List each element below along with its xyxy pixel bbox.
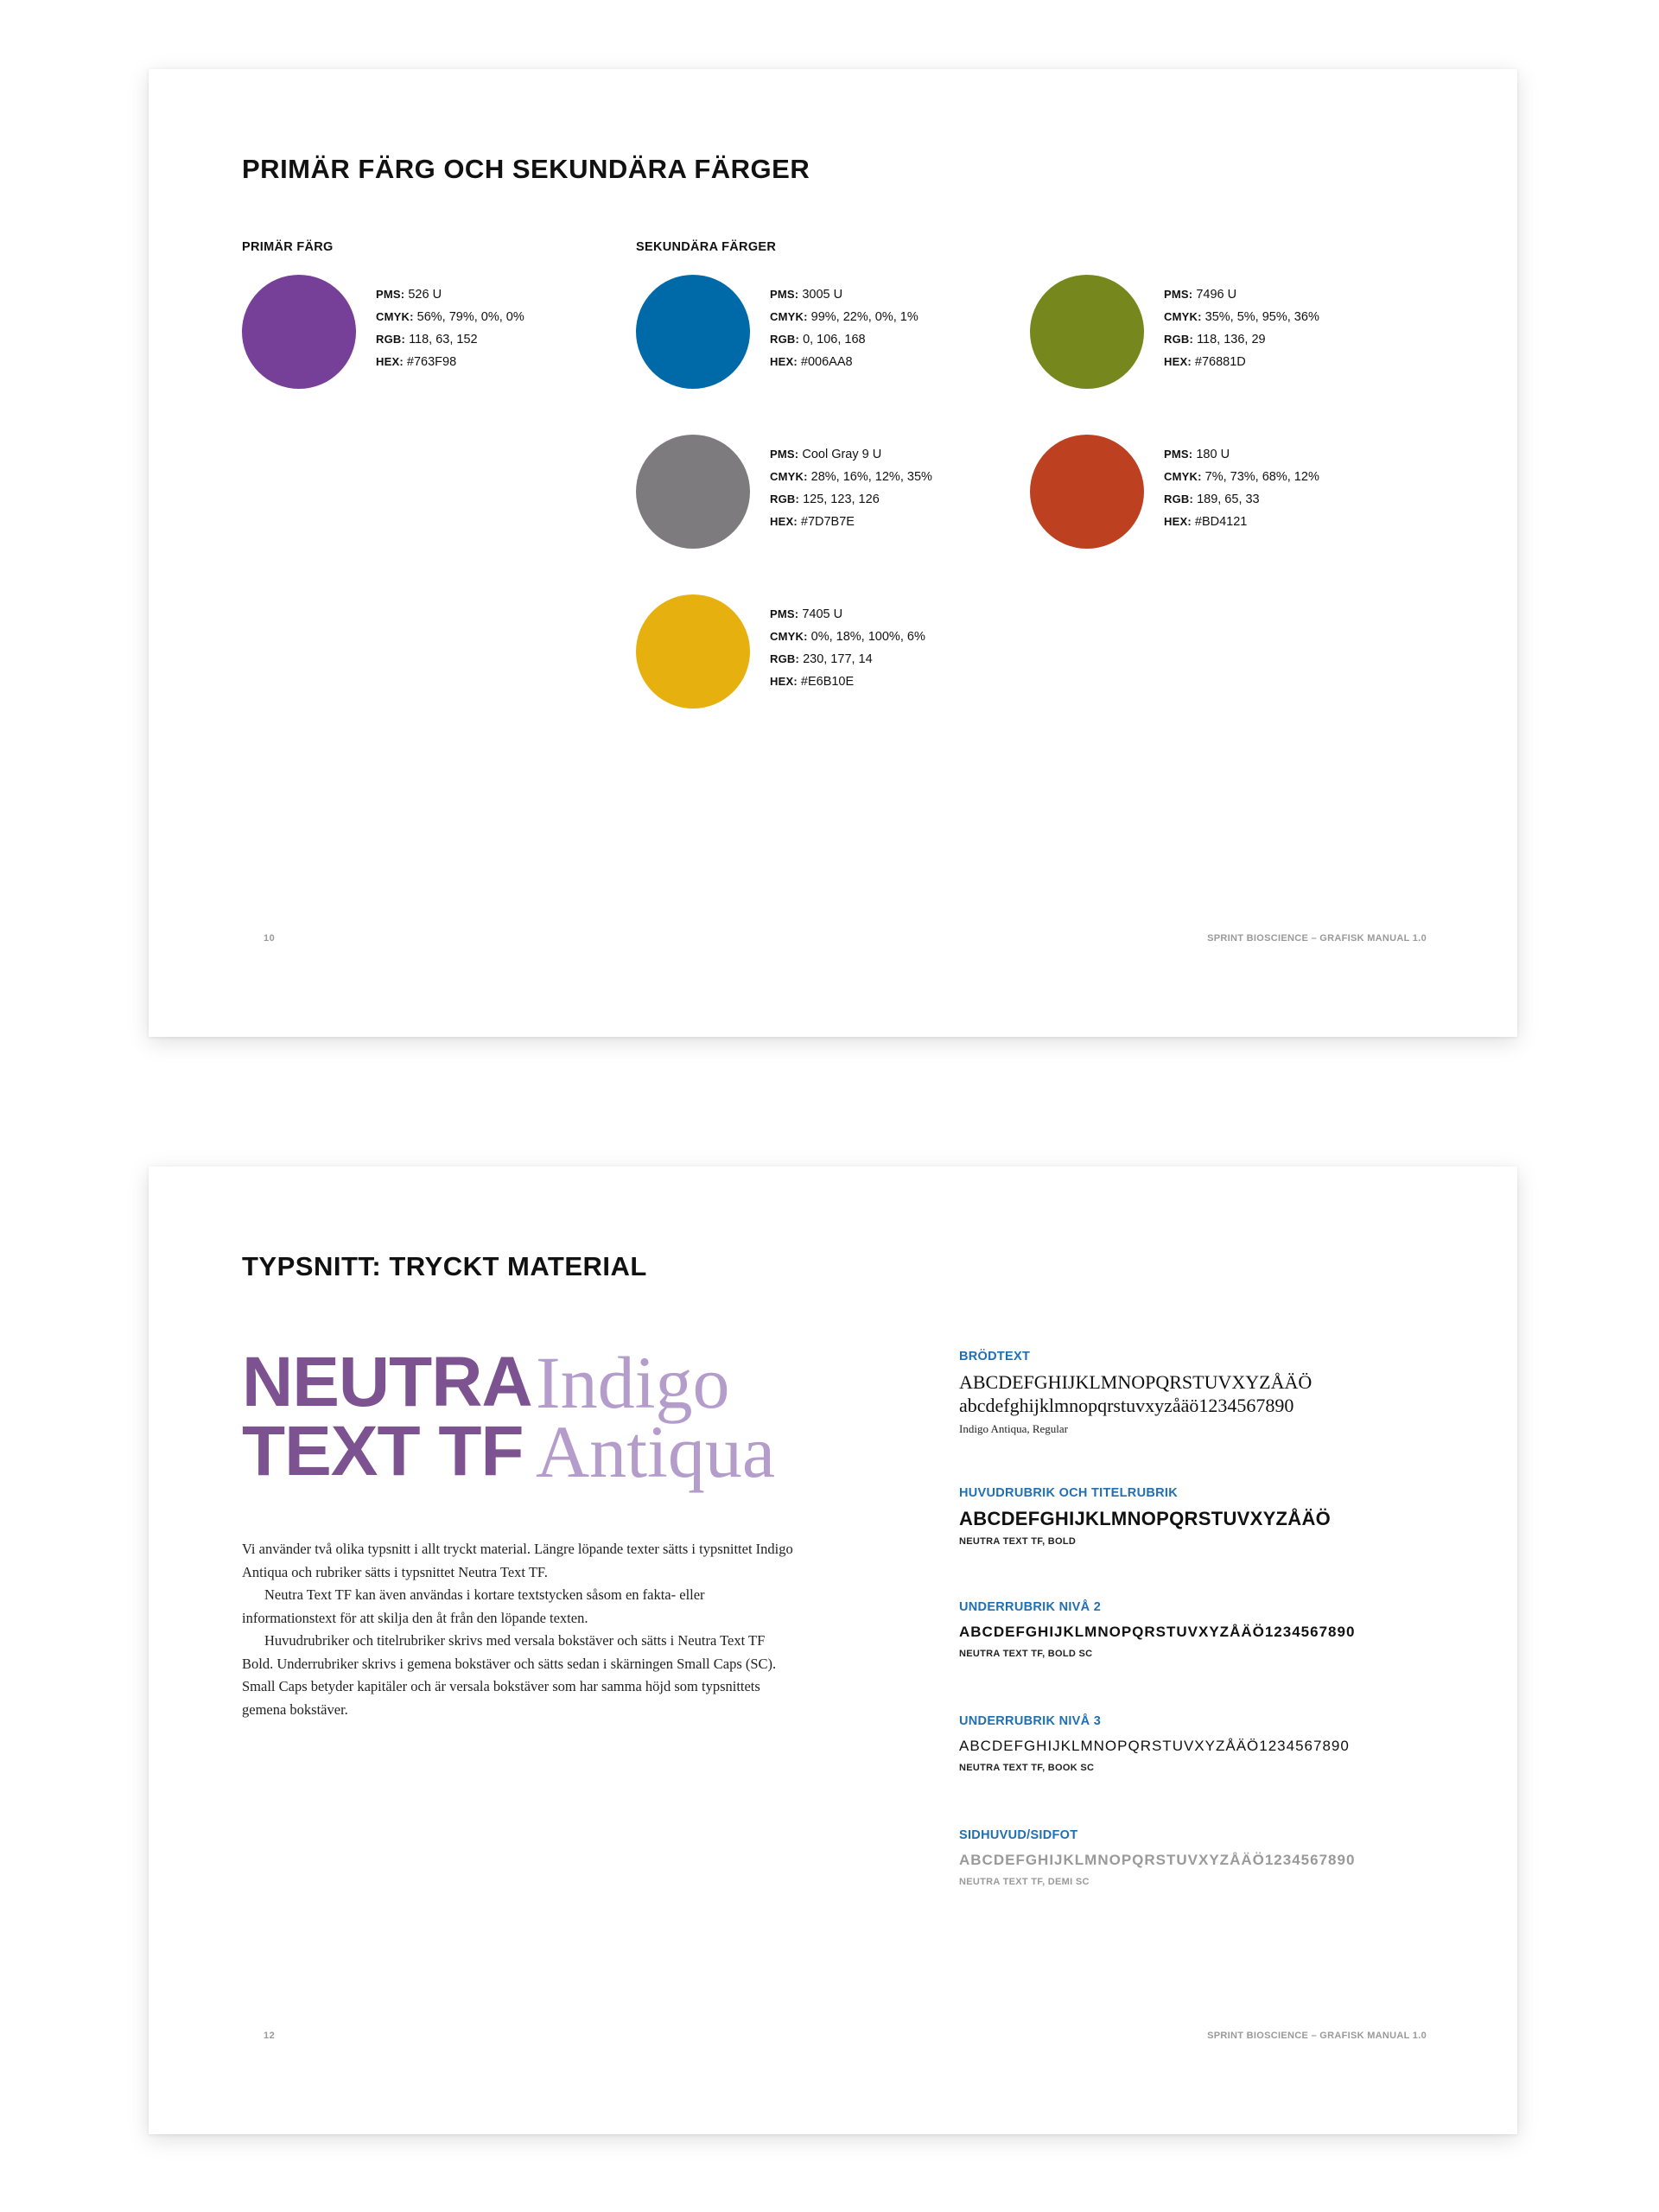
sample: ABCDEFGHIJKLMNOPQRSTUVXYZÅÄÖ1234567890 — [959, 1852, 1356, 1868]
hex-value: #763F98 — [406, 355, 457, 369]
color-circle — [1030, 435, 1144, 549]
spec-key: CMYK: — [376, 310, 414, 323]
sample-lower: abcdefghijklmnopqrstuvxyzåäö1234567890 — [959, 1395, 1294, 1416]
spec-caption: NEUTRA TEXT TF, BOLD SC — [959, 1649, 1093, 1659]
spec-key: RGB: — [770, 333, 800, 346]
hex-value: #7D7B7E — [800, 515, 855, 529]
indigo-line: Antiqua — [536, 1410, 776, 1493]
spec-caption: NEUTRA TEXT TF, BOOK SC — [959, 1763, 1095, 1773]
secondary-colors-heading: SEKUNDÄRA FÄRGER — [636, 240, 777, 254]
spec-key: RGB: — [770, 652, 800, 665]
spec-caption: Indigo Antiqua, Regular — [959, 1422, 1069, 1435]
rgb-value: 118, 136, 29 — [1197, 333, 1266, 346]
sample: ABCDEFGHIJKLMNOPQRSTUVXYZÅÄÖ — [959, 1508, 1332, 1529]
spec-key: CMYK: — [770, 310, 808, 323]
cmyk-value: 56%, 79%, 0%, 0% — [416, 310, 524, 324]
spec-key: PMS: — [376, 288, 405, 301]
spec-label: UNDERRUBRIK NIVÅ 3 — [959, 1714, 1102, 1728]
sample: ABCDEFGHIJKLMNOPQRSTUVXYZÅÄÖ1234567890 — [959, 1624, 1356, 1640]
cmyk-value: 0%, 18%, 100%, 6% — [810, 630, 925, 644]
color-circle — [242, 275, 356, 389]
color-specs — [770, 443, 932, 533]
spec-caption: NEUTRA TEXT TF, BOLD — [959, 1536, 1077, 1547]
spec-key: PMS: — [770, 607, 799, 620]
spec-label: HUVUDRUBRIK OCH TITELRUBRIK — [959, 1486, 1178, 1500]
pms-value: 7405 U — [802, 607, 843, 621]
spec-key: CMYK: — [1164, 470, 1202, 483]
spec-label: BRÖDTEXT — [959, 1350, 1031, 1363]
page-title: PRIMÄR FÄRG OCH SEKUNDÄRA FÄRGER — [242, 154, 810, 184]
pms-value: 526 U — [408, 288, 442, 302]
spec-key: CMYK: — [770, 630, 808, 643]
rgb-value: 230, 177, 14 — [803, 652, 873, 666]
paragraph: Huvudrubriker och titelrubriker skrivs med versala bokstäver och sätts i Neutra Text TF Bold. Underrubriker skrivs i gemena bokstäver och sätts sedan i skärningen Small Caps (SC). Small Caps betyder kapitäler och är versala bokstäver som har samma höjd som typsnittets gemena bokstäver. — [242, 1632, 777, 1718]
indigo-line: Indigo — [536, 1341, 730, 1424]
color-circle — [1030, 275, 1144, 389]
spec-key: PMS: — [1164, 448, 1193, 461]
neutra-line: TEXT TF — [242, 1412, 524, 1491]
spec-key: PMS: — [770, 448, 799, 461]
color-specs — [376, 283, 524, 373]
primary-swatch — [242, 275, 613, 396]
spec-huvudrubrik — [959, 1486, 1460, 1547]
spec-caption: NEUTRA TEXT TF, DEMI SC — [959, 1877, 1090, 1887]
spec-key: PMS: — [1164, 288, 1193, 301]
paragraph: Vi använder två olika typsnitt i allt tryckt material. Längre löpande texter sätts i typsnittet Indigo Antiqua och rubriker sätts i typsnittet Neutra Text TF. — [242, 1541, 793, 1580]
spec-underrubrik-3 — [959, 1714, 1460, 1773]
spec-key: RGB: — [1164, 493, 1194, 505]
spec-key: HEX: — [1164, 355, 1192, 368]
page-title: TYPSNITT: TRYCKT MATERIAL — [242, 1251, 647, 1281]
page-number: 10 — [264, 933, 276, 944]
spec-label: UNDERRUBRIK NIVÅ 2 — [959, 1600, 1102, 1614]
rgb-value: 125, 123, 126 — [803, 493, 880, 506]
spec-key: HEX: — [1164, 515, 1192, 528]
footer-text: SPRINT BIOSCIENCE – GRAFISK MANUAL 1.0 — [1207, 933, 1427, 944]
spec-label: SIDHUVUD/SIDFOT — [959, 1828, 1078, 1842]
body-paragraphs — [242, 1538, 795, 1721]
neutra-display — [242, 1343, 532, 1491]
spec-key: HEX: — [770, 675, 798, 688]
pms-value: 3005 U — [802, 288, 843, 302]
color-specs — [770, 603, 925, 693]
rgb-value: 0, 106, 168 — [803, 333, 866, 346]
spec-sidhuvud — [959, 1828, 1460, 1887]
neutra-line: NEUTRA — [242, 1343, 532, 1421]
spec-key: CMYK: — [770, 470, 808, 483]
spec-key: RGB: — [376, 333, 406, 346]
primary-color-heading: PRIMÄR FÄRG — [242, 240, 334, 254]
secondary-swatch-blue — [636, 275, 1007, 396]
hex-value: #006AA8 — [800, 355, 853, 369]
page-number: 12 — [264, 2031, 276, 2041]
rgb-value: 118, 63, 152 — [409, 333, 478, 346]
color-circle — [636, 435, 750, 549]
spec-key: PMS: — [770, 288, 799, 301]
sample: ABCDEFGHIJKLMNOPQRSTUVXYZÅÄÖ1234567890 — [959, 1738, 1350, 1754]
color-circle — [636, 594, 750, 709]
color-specs — [1164, 283, 1319, 373]
sample-upper: ABCDEFGHIJKLMNOPQRSTUVXYZÅÄÖ — [959, 1371, 1313, 1393]
pms-value: 180 U — [1196, 448, 1230, 461]
secondary-swatch-red — [1030, 435, 1402, 556]
hex-value: #76881D — [1194, 355, 1246, 369]
cmyk-value: 99%, 22%, 0%, 1% — [810, 310, 918, 324]
spec-key: CMYK: — [1164, 310, 1202, 323]
secondary-swatch-green — [1030, 275, 1402, 396]
color-page — [149, 69, 1517, 1037]
spec-key: HEX: — [770, 515, 798, 528]
color-specs — [770, 283, 918, 373]
pms-value: 7496 U — [1196, 288, 1237, 302]
spec-key: RGB: — [1164, 333, 1194, 346]
hex-value: #E6B10E — [800, 675, 855, 689]
secondary-swatch-yellow — [636, 594, 1007, 715]
hex-value: #BD4121 — [1194, 515, 1248, 529]
footer-text: SPRINT BIOSCIENCE – GRAFISK MANUAL 1.0 — [1207, 2031, 1427, 2041]
cmyk-value: 35%, 5%, 95%, 36% — [1205, 310, 1319, 324]
spec-key: HEX: — [770, 355, 798, 368]
pms-value: Cool Gray 9 U — [802, 448, 882, 461]
typeface-showcase — [242, 1341, 864, 1503]
spec-key: RGB: — [770, 493, 800, 505]
color-specs — [1164, 443, 1319, 533]
spec-key: HEX: — [376, 355, 404, 368]
spec-brodtext — [959, 1350, 1460, 1436]
typography-page — [149, 1166, 1517, 2134]
secondary-swatch-gray — [636, 435, 1007, 556]
cmyk-value: 28%, 16%, 12%, 35% — [810, 470, 932, 484]
paragraph: Neutra Text TF kan även användas i kortare textstycken såsom en fakta- eller informationstext för att skilja den åt från den löpande texten. — [242, 1586, 705, 1626]
cmyk-value: 7%, 73%, 68%, 12% — [1205, 470, 1319, 484]
rgb-value: 189, 65, 33 — [1197, 493, 1260, 506]
spec-underrubrik-2 — [959, 1600, 1460, 1659]
color-circle — [636, 275, 750, 389]
indigo-display — [536, 1341, 776, 1493]
